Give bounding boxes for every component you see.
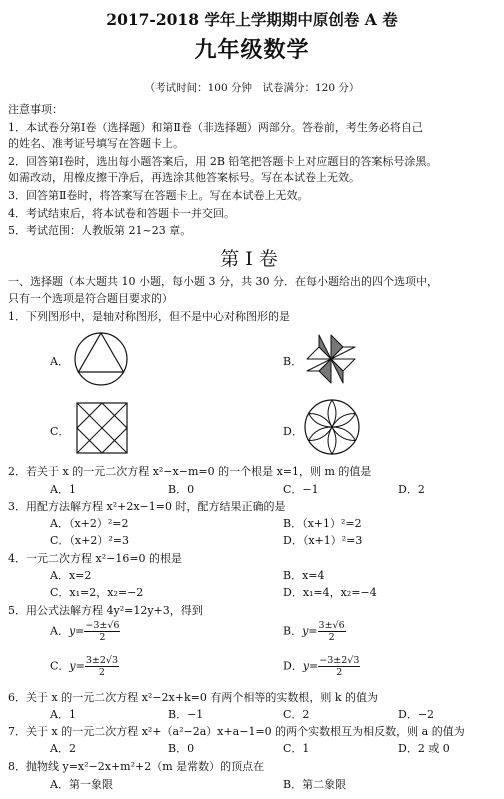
circle-triangle-figure — [72, 330, 130, 388]
q1-option-b-label: B． — [283, 355, 303, 368]
fraction-numerator: 3±2√3 — [85, 655, 119, 666]
q1-option-a-label: A． — [50, 355, 69, 368]
q5-option-b — [283, 620, 346, 643]
question-5-stem: 5．用公式法解方程 4y²=12y+3，得到 — [8, 604, 203, 617]
question-4-stem: 4．一元二次方程 x²−16=0 的根是 — [8, 552, 183, 565]
q6-option-c: C．2 — [283, 708, 310, 721]
fraction-numerator: −3±2√3 — [319, 655, 360, 666]
q8-option-a: A．第一象限 — [50, 778, 113, 791]
question-3-stem: 3．用配方法解方程 x²+2x−1=0 时，配方结果正确的是 — [8, 500, 286, 513]
q6-option-d: D．−2 — [398, 708, 435, 721]
note-line: 3．回答第Ⅱ卷时，将答案写在答题卡上。写在本试卷上无效。 — [8, 189, 309, 202]
note-line: 5．考试范围：人教版第 21~23 章。 — [8, 224, 192, 237]
q1-option-d-label: D． — [283, 425, 303, 438]
q2-option-c: C．−1 — [283, 483, 319, 496]
q3-option-d: D．（x+1）²=3 — [283, 534, 363, 547]
question-7-stem: 7．关于 x 的一元二次方程 x²+（a²−2a）x+a−1=0 的两个实数根互为相反数，则 a 的值为 — [8, 725, 465, 738]
question-1-stem: 1．下列图形中，是轴对称图形，但不是中心对称图形的是 — [8, 310, 290, 323]
q5-option-d-lhs: y= — [302, 659, 319, 673]
q5-option-a-label: A． — [50, 624, 69, 638]
fraction-numerator: 3±√6 — [318, 620, 345, 631]
fraction — [318, 655, 360, 678]
q5-option-d-label: D． — [283, 659, 303, 673]
q2-option-d: D．2 — [398, 483, 425, 496]
fraction — [85, 655, 119, 678]
note-line: 1．本试卷分第Ⅰ卷（选择题）和第Ⅱ卷（非选择题）两部分。答卷前，考生务必将自己 — [8, 121, 423, 134]
q3-option-a: A．（x+2）²=2 — [50, 517, 129, 530]
square-diamond-figure — [74, 400, 130, 456]
q5-option-c-label: C． — [50, 659, 70, 673]
q7-option-a: A．2 — [50, 742, 76, 755]
section-title: 第Ⅰ卷 — [220, 248, 284, 270]
q1-option-c-label: C． — [50, 425, 70, 438]
q2-option-b: B．0 — [168, 483, 195, 496]
flower-circle-figure — [302, 397, 362, 457]
notes-heading: 注意事项： — [8, 103, 63, 116]
question-2-stem: 2．若关于 x 的一元二次方程 x²−x−m=0 的一个根是 x=1，则 m 的值是 — [8, 465, 372, 478]
fraction-denominator: 2 — [99, 632, 106, 643]
q5-option-b-lhs: y= — [302, 624, 318, 638]
q6-option-b: B．−1 — [168, 708, 204, 721]
part-instructions: 一、选择题（本大题共 10 小题，每小题 3 分，共 30 分．在每小题给出的四个选项中， — [8, 275, 438, 288]
q8-option-b: B．第二象限 — [283, 778, 347, 791]
q3-option-c: C．（x+2）²=3 — [50, 534, 129, 547]
fraction-denominator: 2 — [336, 667, 343, 678]
q4-option-d: D．x₁=4，x₂=−4 — [283, 586, 377, 599]
note-line: 4．考试结束后，将本试卷和答题卡一并交回。 — [8, 207, 235, 220]
pinwheel-figure — [302, 330, 360, 388]
q6-option-a: A．1 — [50, 708, 76, 721]
exam-info: （考试时间：100 分钟 试卷满分：120 分） — [144, 82, 360, 94]
fraction — [84, 620, 120, 643]
q4-option-b: B．x=4 — [283, 569, 325, 582]
q5-option-a-lhs: y= — [68, 624, 85, 638]
q7-option-c: C．1 — [283, 742, 310, 755]
q3-option-b: B．（x+1）²=2 — [283, 517, 362, 530]
fraction — [318, 620, 346, 643]
exam-title: 2017-2018 学年上学期期中原创卷 A 卷 — [106, 10, 398, 29]
fraction-numerator: −3±√6 — [85, 620, 120, 631]
q7-option-d: D．2 或 0 — [398, 742, 450, 755]
q5-option-c — [50, 655, 119, 678]
q7-option-b: B．0 — [168, 742, 195, 755]
q5-option-b-label: B． — [283, 624, 303, 638]
note-line: 如需改动，用橡皮擦干净后，再选涂其他答案标号。写在本试卷上无效。 — [8, 171, 360, 184]
note-line: 的姓名、准考证号填写在答题卡上。 — [8, 137, 184, 150]
q2-option-a: A．1 — [50, 483, 76, 496]
fraction-denominator: 2 — [328, 632, 335, 643]
fraction-denominator: 2 — [98, 667, 105, 678]
q4-option-a: A．x=2 — [50, 569, 92, 582]
q5-option-a — [50, 620, 120, 643]
question-6-stem: 6．关于 x 的一元二次方程 x²−2x+k=0 有两个相等的实数根，则 k 的值为 — [8, 691, 378, 704]
q4-option-c: C．x₁=2，x₂=−2 — [50, 586, 144, 599]
part-instructions: 只有一个选项是符合题目要求的） — [8, 292, 173, 305]
subject-title: 九年级数学 — [194, 37, 310, 63]
q5-option-d — [283, 655, 360, 678]
q5-option-c-lhs: y= — [69, 659, 85, 673]
note-line: 2．回答第Ⅰ卷时，选出每小题答案后，用 2B 铅笔把答题卡上对应题目的答案标号涂黑。 — [8, 155, 438, 168]
question-8-stem: 8．抛物线 y=x²−2x+m²+2（m 是常数）的顶点在 — [8, 760, 265, 773]
